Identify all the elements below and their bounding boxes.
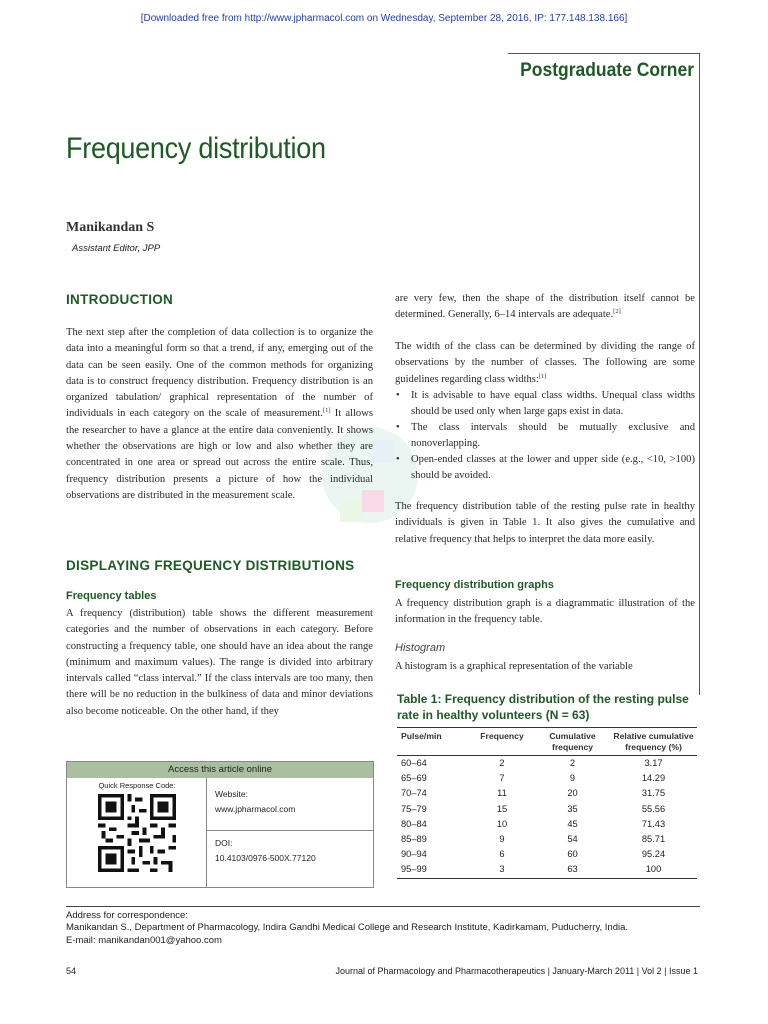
introduction-text-2: It allows the researcher to have a glance at the entire data conveniently. It shows whether the observations are high or low and also whether they are concentrated in one area or spread out across the entire scale. Thus, frequency distribution presents a picture of how the individual observations are distributed in the measurement scale. [66, 408, 373, 501]
page-number: 54 [66, 966, 77, 976]
table-cell: 70–74 [401, 788, 427, 799]
table-row [397, 802, 697, 817]
journal-citation: Journal of Pharmacology and Pharmacotherapeutics | January-March 2011 | Vol 2 | Issue 1 [335, 966, 698, 976]
table-cell: 85.71 [641, 834, 666, 845]
table-cell: 9 [499, 834, 505, 845]
section-label: Postgraduate Corner [520, 60, 694, 81]
table-cell: 75–79 [401, 803, 427, 814]
box-divider [206, 830, 373, 831]
table-cell: 15 [496, 803, 508, 814]
author-role: Assistant Editor, JPP [72, 243, 161, 254]
column-header: Pulse/min [397, 728, 469, 756]
table-row [397, 832, 697, 847]
table-cell: 100 [610, 862, 697, 878]
table-cell: 31.75 [641, 788, 666, 799]
table-cell: 3.17 [644, 758, 663, 768]
table-cell: 90–94 [401, 849, 427, 860]
address-label: Address for correspondence: [66, 910, 188, 921]
doi-label: DOI: [215, 838, 233, 848]
table-row [397, 756, 697, 772]
histogram-heading: Histogram [395, 642, 446, 654]
frequency-table [397, 727, 697, 879]
graphs-heading: Frequency distribution graphs [395, 579, 554, 591]
doi-link[interactable]: 10.4103/0976-500X.77120 [215, 853, 316, 863]
table-row [397, 847, 697, 862]
corner-rule-vertical [699, 53, 700, 695]
displaying-heading: DISPLAYING FREQUENCY DISTRIBUTIONS [66, 558, 355, 573]
footer-rule [66, 906, 700, 907]
introduction-paragraph [66, 325, 373, 504]
table-row [397, 862, 697, 878]
column-header: Frequency [469, 728, 535, 756]
table-cell: 80–84 [401, 818, 427, 829]
table-cell: 35 [567, 803, 578, 814]
list-item: • The class intervals should be mutually exclusive and nonoverlapping. [395, 420, 695, 452]
table-intro-paragraph: The frequency distribution table of the resting pulse rate in healthy individuals is given in Table 1. It also gives the cumulative and relative frequency that helps to interpret the data more easily. [395, 501, 695, 545]
list-item: • It is advisable to have equal class widths. Unequal class widths should be used only when large gaps exist in data. [395, 388, 695, 420]
table-cell: 95–99 [397, 862, 469, 878]
download-note: [Downloaded free from http://www.jpharmacol.com on Wednesday, September 28, 2016, IP: 177.148.138.166] [140, 13, 628, 24]
table-cell: 2 [499, 758, 505, 768]
table-title: Table 1: Frequency distribution of the resting pulse rate in healthy volunteers (N = 63) [397, 692, 689, 722]
column-header: Cumulative frequency [535, 728, 610, 756]
intervals-paragraph [395, 291, 695, 324]
website-link[interactable]: www.jpharmacol.com [215, 804, 296, 814]
article-title: Frequency distribution [66, 132, 326, 165]
table-row [397, 817, 697, 832]
table-cell: 11 [497, 788, 507, 799]
corner-rule-horizontal [508, 53, 700, 54]
table-row [397, 771, 697, 786]
table-cell: 14.29 [641, 773, 666, 784]
table-cell: 20 [567, 788, 578, 799]
intervals-text: are very few, then the shape of the distribution itself cannot be determined. Generally, 6–14 intervals are adequate. [395, 293, 695, 321]
guidelines-list [395, 388, 695, 484]
table-cell: 7 [499, 773, 505, 784]
citation-ref[interactable]: [1] [538, 372, 547, 380]
table-cell: 2 [569, 758, 576, 768]
box-divider [206, 778, 207, 887]
class-width-text: The width of the class can be determined by dividing the range of observations by the number of classes. The following are some guidelines regarding class widths: [395, 341, 695, 385]
table-cell: 9 [569, 773, 576, 784]
histogram-paragraph: A histogram is a graphical representation of the variable [395, 661, 633, 672]
table-cell: 63 [535, 862, 610, 878]
introduction-heading: INTRODUCTION [66, 292, 174, 307]
introduction-text-1: The next step after the completion of data collection is to organize the data into a meaningful form so that a trend, if any, emerging out of the data can be seen easily. One of the common methods for organizing data is to construct frequency distribution. Frequency distribution is an organized tabulation/ graphical representation of the number of individuals in each category on the scale of measurement. [66, 327, 373, 420]
citation-ref[interactable]: [2] [613, 308, 621, 316]
list-item: • Open-ended classes at the lower and upper side (e.g., <10, >100) should be avoided. [395, 452, 695, 484]
table-cell: 3 [469, 862, 535, 878]
table-header-row [397, 728, 697, 756]
table-row [397, 786, 697, 801]
column-header: Relative cumulative frequency (%) [610, 728, 697, 756]
table-cell: 60–64 [401, 758, 427, 768]
access-box-header: Access this article online [67, 762, 373, 778]
frequency-tables-heading: Frequency tables [66, 590, 157, 602]
table-cell: 10 [496, 818, 508, 829]
website-label: Website: [215, 789, 248, 799]
table-cell: 85–89 [401, 834, 427, 845]
qr-code-label: Quick Response Code: [98, 781, 176, 790]
qr-code-icon[interactable] [98, 794, 176, 872]
table-cell: 95.24 [641, 849, 666, 860]
graphs-paragraph: A frequency distribution graph is a diagrammatic illustration of the information in the frequency table. [395, 598, 695, 626]
access-article-box [66, 761, 374, 888]
class-width-paragraph [395, 339, 695, 388]
citation-ref[interactable]: [1] [322, 407, 331, 415]
table-cell: 60 [567, 849, 578, 860]
author-name: Manikandan S [66, 220, 155, 235]
email-link[interactable]: E-mail: manikandan001@yahoo.com [66, 935, 222, 946]
frequency-tables-paragraph: A frequency (distribution) table shows the different measurement categories and the number of observations in each category. Before constructing a frequency table, one should have an idea about the range (minimum and maximum values). The range is divided into arbitrary intervals called “class interval.” If the class intervals are too many, then there will be no reduction in the bulkiness of data and minor deviations also become noticeable. On the other hand, if they [66, 608, 373, 717]
address-text: Manikandan S., Department of Pharmacology, Indira Gandhi Medical College and Research Institute, Kadirkamam, Puducherry, India. [66, 922, 629, 933]
table-cell: 54 [567, 834, 578, 845]
table-cell: 55.56 [641, 803, 666, 814]
table-cell: 45 [567, 818, 578, 829]
table-cell: 71.43 [641, 818, 666, 829]
table-cell: 6 [499, 849, 505, 860]
table-cell: 65–69 [401, 773, 427, 784]
